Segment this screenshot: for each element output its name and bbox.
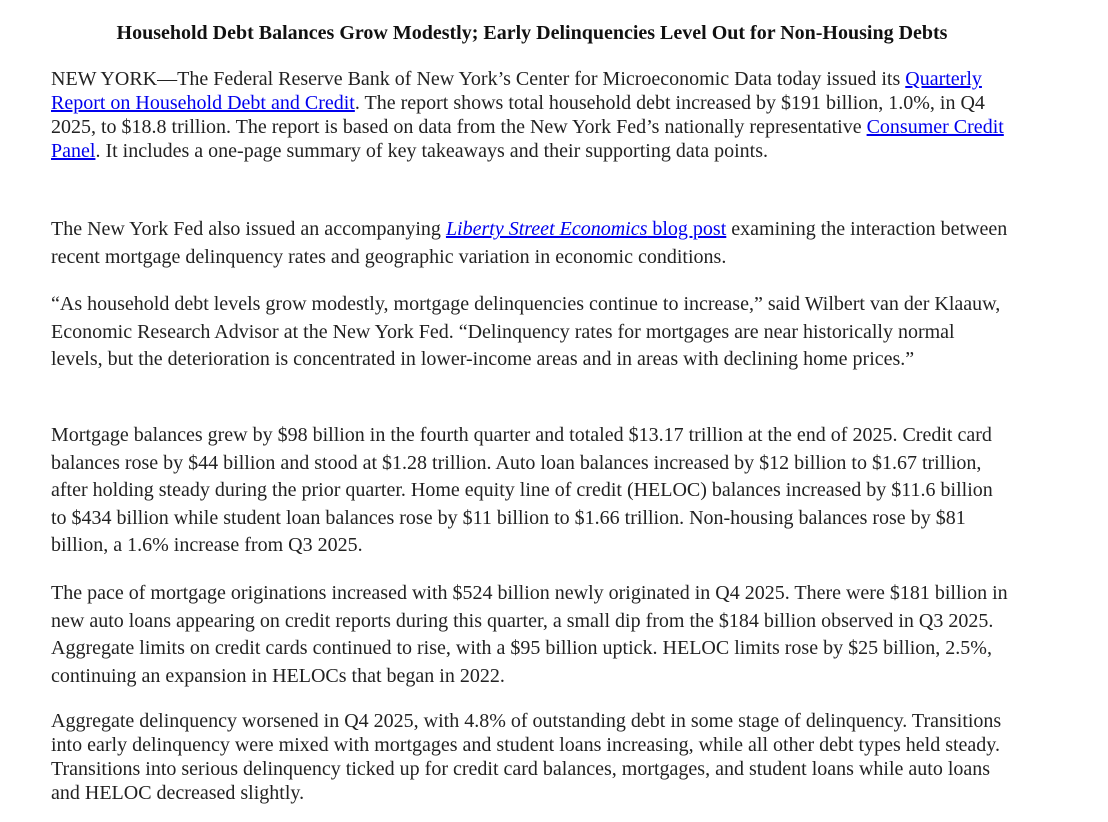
paragraph-blog — [51, 216, 1011, 271]
intro-lead-text: NEW YORK—The Federal Reserve Bank of New York’s Center for Microeconomic Data today issued its — [51, 68, 906, 90]
intro-mid-text: . The report shows total household debt increased by $191 billion, 1.0%, in Q4 2025, to $18.8 trillion. The report is based on data from the New York Fed’s nationally representative — [51, 92, 985, 138]
blog-tail-text: examining the interaction between recent mortgage delinquency rates and geographic variation in economic conditions. — [51, 218, 1008, 268]
paragraph-balances: Mortgage balances grew by $98 billion in the fourth quarter and totaled $13.17 trillion at the end of 2025. Credit card balances rose by $44 billion and stood at $1.28 trillion. Auto loan balances increased by $12 billion to $1.67 trillion, after holding steady during the prior quarter. Home equity line of credit (HELOC) balances increased by $11.6 billion to $434 billion while student loan balances rose by $11 billion to $1.66 trillion. Non-housing balances rose by $81 billion, a 1.6% increase from Q3 2025. — [51, 424, 993, 556]
consumer-credit-panel-link[interactable]: Consumer Credit Panel — [51, 116, 1004, 162]
blog-lead-text: The New York Fed also issued an accompanying — [51, 218, 446, 240]
paragraph-delinquency: Aggregate delinquency worsened in Q4 2025, with 4.8% of outstanding debt in some stage of delinquency. Transitions into early delinquency were mixed with mortgages and student loans increasing, while all other debt types held steady. Transitions into serious delinquency ticked up for credit card balances, mortgages, and student loans while auto loans and HELOC decreased slightly. — [51, 710, 1002, 804]
blog-post-link[interactable] — [446, 218, 726, 240]
quarterly-report-link[interactable]: Quarterly Report on Household Debt and Credit — [51, 68, 982, 114]
blog-link-italic: Liberty Street Economics — [445, 218, 648, 240]
intro-tail-text: . It includes a one-page summary of key takeaways and their supporting data points. — [95, 140, 769, 162]
paragraph-originations: The pace of mortgage originations increased with $524 billion newly originated in Q4 2025. There were $181 billion in new auto loans appearing on credit reports during this quarter, a small dip from the $184 billion observed in Q3 2025. Aggregate limits on credit cards continued to rise, with a $95 billion uptick. HELOC limits rose by $25 billion, 2.5%, continuing an expansion in HELOCs that began in 2022. — [51, 582, 1008, 687]
paragraph-quote: “As household debt levels grow modestly, mortgage delinquencies continue to increase,” said Wilbert van der Klaauw, Economic Research Advisor at the New York Fed. “Delinquency rates for mortgages are near historically normal levels, but the deterioration is concentrated in lower-income areas and in areas with declining home prices.” — [51, 293, 1001, 370]
page-title: Household Debt Balances Grow Modestly; Early Delinquencies Level Out for Non-Housing Debts — [116, 22, 948, 44]
blog-link-rest: blog post — [647, 218, 727, 240]
paragraph-intro — [51, 67, 1011, 163]
